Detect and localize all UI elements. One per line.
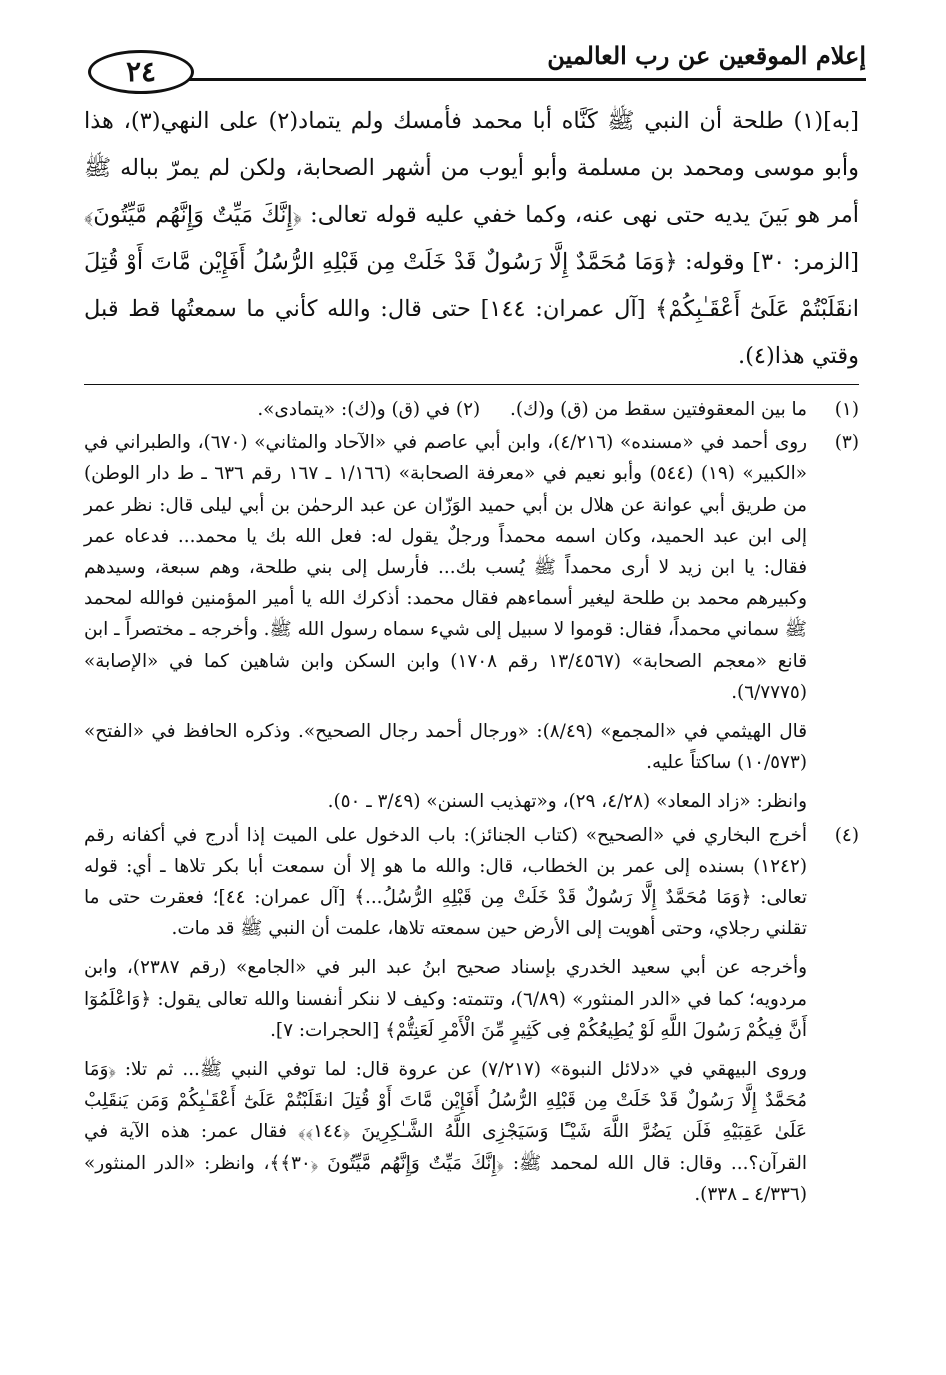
page-header [88, 38, 866, 94]
footnote-paragraph: وانظر: «زاد المعاد» (٤/٢٨، ٢٩)، و«تهذيب السنن» (٣/٤٩ ـ ٥٠). [327, 791, 807, 813]
footnote-paragraph: أخرج البخاري في «الصحيح» (كتاب الجنائز): باب الدخول على الميت إذا أدرج في أكفانه رقم (١٢٤٢) بسنده إلى عمر بن الخطاب، قال: والله ما هو إلا أن سمعت أبا بكر تلاها ـ أي: قوله تعالى: ﴿وَمَا مُحَمَّدٌ إِلَّا رَسُولٌ قَدْ خَلَتْ مِن قَبْلِهِ الرُّسُلُ...﴾ [آل عمران: ٤٤]؛ فعقرت حتى ما تقلني رجلاي، وحتى أهويت إلى الأرض حين سمعته تلاها، علمت أن النبي ﷺ قد مات. [84, 824, 808, 940]
footnote-paragraph: وروى البيهقي في «دلائل النبوة» (٧/٢١٧) عن عروة قال: لما توفي النبي ﷺ... ثم تلا: ﴿وَمَا مُحَمَّدٌ إِلَّا رَسُولٌ قَدْ خَلَتْ مِن قَبْلِهِ الرُّسُلُ أَفَإِيْن مَّاتَ أَوْ قُتِلَ انقَلَبْتُمْ عَلَىٰٓ أَعْقَـٰبِكُمْ وَمَن يَنقَلِبْ عَلَىٰ عَقِبَيْهِ فَلَن يَضُرَّ اللَّهَ شَيْـًٔا وَسَيَجْزِى اللَّهُ الشَّـٰكِرِينَ ﴿١٤٤﴾﴾ فقال عمر: هذه الآية في القرآن؟... وقال: قال الله لمحمد ﷺ: ﴿إِنَّكَ مَيِّتٌ وَإِنَّهُم مَّيِّتُونَ ﴿٣٠﴾﴾، وانظر: «الدر المنثور» (٤/٣٣٦ ـ ٣٣٨). [84, 1059, 808, 1205]
footnotes [84, 394, 859, 1210]
footnote-text: ما بين المعقوفتين سقط من (ق) و(ك). [510, 399, 807, 420]
main-text [84, 98, 859, 380]
page-number: ٢٤ [88, 50, 194, 94]
footnote-1-2 [84, 394, 859, 425]
book-title: إعلام الموقعين عن رب العالمين [547, 41, 866, 70]
footnote-paragraph: قال الهيثمي في «المجمع» (٨/٤٩): «ورجال أحمد رجال الصحيح». وذكره الحافظ في «الفتح» (١٠/٥٧٣) ساكتاً عليه. [84, 721, 808, 774]
header-rule [183, 78, 866, 81]
footnote-number: (٣) [834, 432, 859, 454]
footnote-divider [84, 384, 859, 385]
footnote-number: (١) [834, 399, 859, 420]
footnote-number-inline: (٢) [455, 399, 481, 420]
footnote-number: (٤) [834, 824, 859, 846]
footnote-text: في (ق) و(ك): «يتمادى». [257, 399, 451, 420]
main-paragraph: [به](١) طلحة أن النبي ﷺ كَنَّاه أبا محمد فأمسك ولم يتماد(٢) على النهي(٣)، هذا وأبو موسى ومحمد بن مسلمة وأبو أيوب من أشهر الصحابة، ولكن لم يمرّ بباله ﷺ أمر هو بَينَ يديه حتى نهى عنه، وكما خفي عليه قوله تعالى: ﴿إِنَّكَ مَيِّتٌ وَإِنَّهُم مَّيِّتُونَ﴾ [الزمر: ٣٠] وقوله: ﴿وَمَا مُحَمَّدٌ إِلَّا رَسُولٌ قَدْ خَلَتْ مِن قَبْلِهِ الرُّسُلُ أَفَإِيْن مَّاتَ أَوْ قُتِلَ انقَلَبْتُمْ عَلَىٰٓ أَعْقَـٰبِكُمْ﴾ [آل عمران: ١٤٤] حتى قال: والله كأني ما سمعتُها قط قبل وقتي هذا(٤). [84, 108, 860, 369]
footnote-paragraph: روى أحمد في «مسنده» (٤/٢١٦)، وابن أبي عاصم في «الآحاد والمثاني» (٦٧٠)، والطبراني في «الكبير» (١٩) (٥٤٤) وأبو نعيم في «معرفة الصحابة» (١/١٦٦ ـ ١٦٧ رقم ٦٣٦ ـ ط دار الوطن) من طريق أبي عوانة عن هلال بن أبي حميد الوَزّان عن عبد الرحمٰن بن أبي ليلى قال: نظر عمر إلى ابن عبد الحميد، وكان اسمه محمداً ورجلٌ يقول له: فعل الله بك يا محمد... فدعاه عمر فقال: يا ابن زيد لا أرى محمداً ﷺ يُسب بك... فأرسل إلى بني طلحة، وهم سبعة، وسيدهم وكبيرهم محمد بن طلحة ليغير أسماءهم فقال محمد: أذكرك الله يا أمير المؤمنين فوالله لمحمد ﷺ سماني محمداً، فقال: قوموا لا سبيل إلى شيء سماه رسول الله ﷺ. وأخرجه ـ مختصراً ـ ابن قانع «معجم الصحابة» (١٣/٤٥٦٧ رقم ١٧٠٨) وابن السكن وابن شاهين كما في «الإصابة» (٦/٧٧٧٥). [84, 432, 808, 703]
footnote-3 [84, 427, 859, 817]
footnote-paragraph: وأخرجه عن أبي سعيد الخدري بإسناد صحيح ابنُ عبد البر في «الجامع» (رقم ٢٣٨٧)، وابن مردويه؛ كما في «الدر المنثور» (٦/٨٩)، وتتمته: وكيف لا ننكر أنفسنا والله تعالى يقول: ﴿وَاعْلَمُوٓا أَنَّ فِيكُمْ رَسُولَ اللَّهِ لَوْ يُطِيعُكُمْ فِى كَثِيرٍ مِّنَ الْأَمْرِ لَعَنِتُّمْ﴾ [الحجرات: ٧]. [84, 957, 808, 1041]
footnote-4 [84, 820, 859, 1210]
